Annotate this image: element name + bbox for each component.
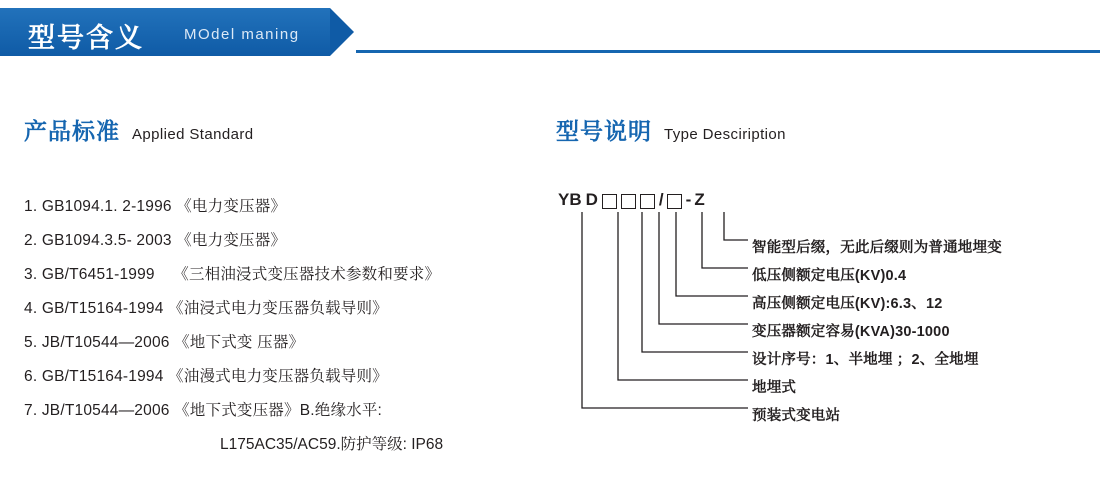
legend-item: 智能型后缀，无此后缀则为普通地埋变 bbox=[752, 239, 1002, 256]
page-header bbox=[0, 8, 1100, 56]
standard-name: 《地下式变压器》B.绝缘水平: bbox=[174, 402, 383, 419]
standards-heading bbox=[24, 113, 254, 146]
code-box-1 bbox=[602, 194, 617, 209]
standard-name: 《电力变压器》 bbox=[176, 198, 287, 215]
type-diagram bbox=[556, 190, 1086, 450]
legend-item: 高压侧额定电压(KV):6.3、12 bbox=[752, 295, 943, 312]
standard-code: 1. GB1094.1. 2-1996 bbox=[24, 198, 172, 215]
standard-name: 《地下式变 压器》 bbox=[174, 334, 305, 351]
standard-code: 3. GB/T6451-1999 bbox=[24, 266, 155, 283]
standard-code: 5. JB/T10544—2006 bbox=[24, 334, 170, 351]
standard-code: 4. GB/T15164-1994 bbox=[24, 300, 164, 317]
list-item bbox=[24, 394, 544, 428]
standards-heading-en: Applied Standard bbox=[132, 126, 254, 143]
standard-name: 《三相油浸式变压器技术参数和要求》 bbox=[173, 266, 441, 283]
standards-heading-cn: 产品标准 bbox=[24, 118, 120, 144]
legend-item: 预装式变电站 bbox=[752, 407, 841, 424]
list-item bbox=[24, 292, 544, 326]
standard-code: 2. GB1094.3.5- 2003 bbox=[24, 232, 172, 249]
type-heading bbox=[556, 113, 786, 146]
page-subtitle: MOdel maning bbox=[184, 26, 300, 43]
code-box-2 bbox=[621, 194, 636, 209]
legend-item: 设计序号：1、半地埋 ；2、全地埋 bbox=[752, 351, 979, 368]
model-code bbox=[558, 190, 709, 210]
standards-list bbox=[24, 190, 544, 462]
standard-code: 7. JB/T10544—2006 bbox=[24, 402, 170, 419]
legend-list bbox=[752, 234, 1092, 430]
standard-name: 《油漫式电力变压器负载导则》 bbox=[168, 368, 388, 385]
code-dash: - bbox=[685, 190, 692, 209]
page-title: 型号含义 bbox=[28, 23, 144, 53]
header-rule bbox=[356, 50, 1100, 53]
code-prefix-d: D bbox=[585, 190, 598, 209]
code-box-3 bbox=[640, 194, 655, 209]
list-item bbox=[24, 360, 544, 394]
list-item bbox=[24, 224, 544, 258]
standard-continuation: L175AC35/AC59.防护等级: IP68 bbox=[220, 436, 444, 453]
type-heading-en: Type Desciription bbox=[664, 126, 786, 143]
list-item bbox=[24, 326, 544, 360]
code-suffix-z: Z bbox=[694, 190, 705, 209]
standard-code: 6. GB/T15164-1994 bbox=[24, 368, 164, 385]
code-prefix-yb: YB bbox=[558, 190, 582, 209]
code-slash: / bbox=[658, 190, 664, 209]
list-item bbox=[24, 258, 544, 292]
list-item bbox=[24, 190, 544, 224]
legend-item: 变压器额定容易(KVA)30-1000 bbox=[752, 323, 950, 340]
type-heading-cn: 型号说明 bbox=[556, 118, 652, 144]
legend-item: 地埋式 bbox=[752, 379, 797, 396]
legend-item: 低压侧额定电压(KV)0.4 bbox=[752, 267, 907, 284]
standard-name: 《油浸式电力变压器负载导则》 bbox=[168, 300, 388, 317]
code-box-4 bbox=[667, 194, 682, 209]
standard-name: 《电力变压器》 bbox=[176, 232, 287, 249]
